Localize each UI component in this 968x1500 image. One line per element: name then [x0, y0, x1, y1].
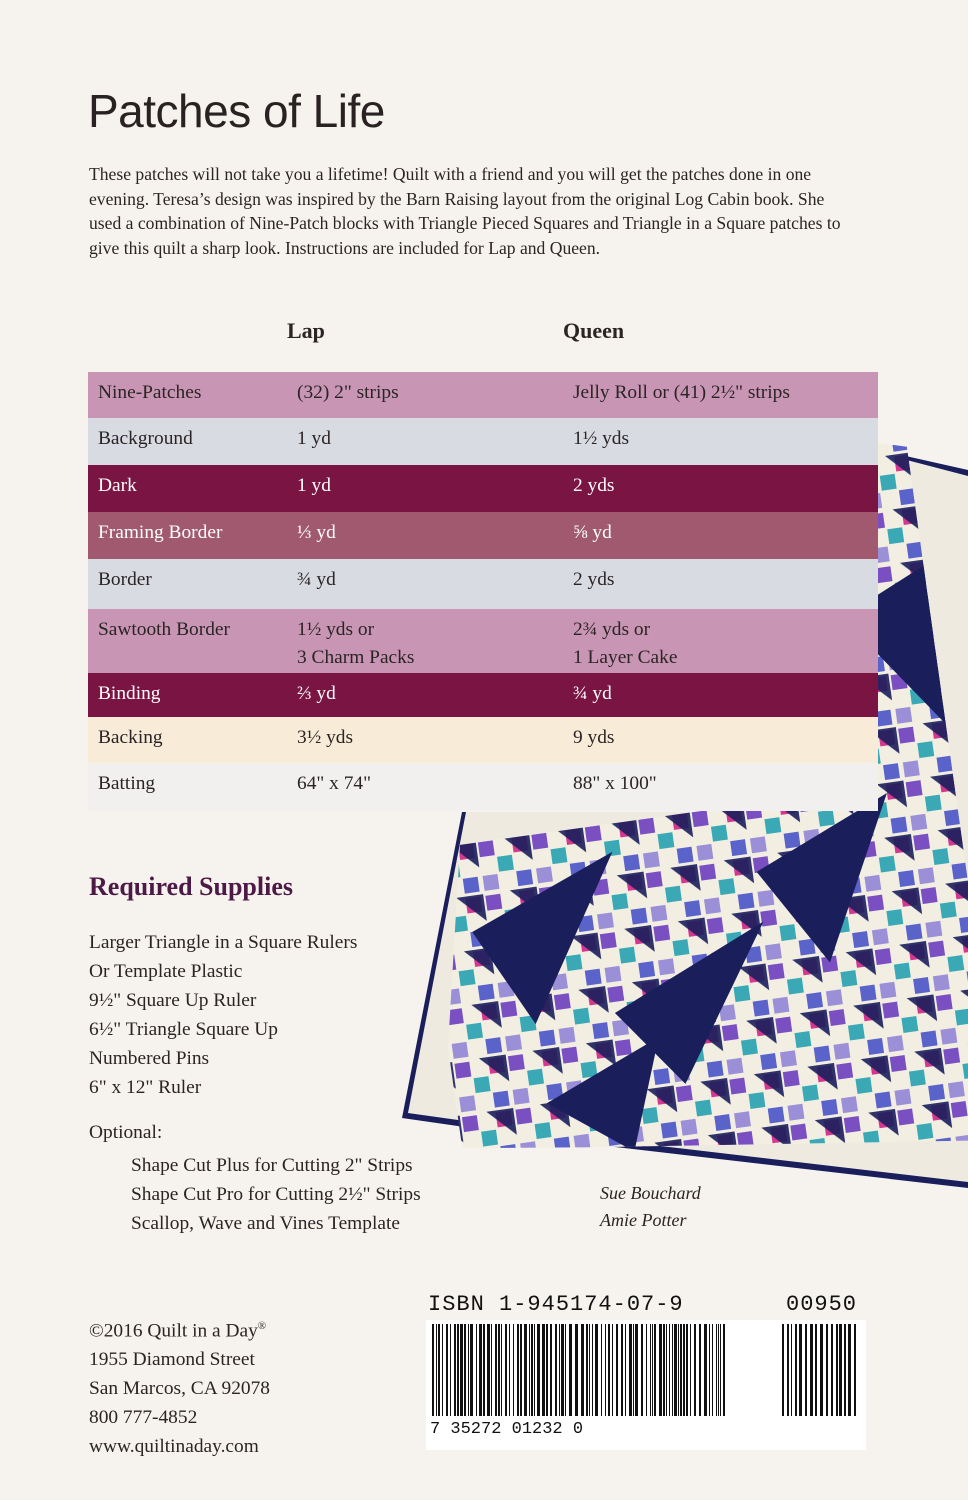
barcode-bar [633, 1324, 634, 1416]
website-link[interactable]: www.quiltinaday.com [89, 1436, 259, 1458]
barcode-bar [575, 1324, 578, 1416]
barcode-bar [608, 1324, 610, 1416]
barcode-bar [718, 1324, 719, 1416]
barcode-bar [555, 1324, 557, 1416]
barcode-bar [815, 1324, 817, 1416]
barcode-bar [826, 1324, 828, 1416]
barcode-bar [464, 1324, 466, 1416]
list-item: Scallop, Wave and Vines Template [131, 1213, 400, 1234]
phone-line: 800 777-4852 [89, 1407, 198, 1429]
barcode-bar [468, 1324, 469, 1416]
barcode-bar [839, 1324, 842, 1416]
barcode-bar [498, 1324, 500, 1416]
barcode-bar [581, 1324, 584, 1416]
list-item: Numbered Pins [89, 1048, 210, 1069]
barcode-bar [501, 1324, 502, 1416]
barcode-bar [641, 1324, 643, 1416]
barcode-bar [601, 1324, 602, 1416]
table-row [88, 559, 878, 609]
barcode-bar [704, 1324, 707, 1416]
lap-value: 1½ yds or 3 Charm Packs [297, 619, 415, 668]
column-header-lap: Lap [287, 318, 325, 343]
supplies-list [89, 928, 357, 1102]
barcode-bar [720, 1324, 721, 1416]
barcode-bar [709, 1324, 710, 1416]
barcode-bar [446, 1324, 448, 1416]
row-label: Nine-Patches [98, 382, 202, 403]
barcode-bar [505, 1324, 507, 1416]
barcode-bar [652, 1324, 653, 1416]
table-row [88, 465, 878, 512]
copyright-line [89, 1312, 270, 1345]
barcode-bar [559, 1324, 560, 1416]
queen-value: 2 yds [573, 475, 615, 496]
barcode-bar [592, 1324, 593, 1416]
barcode-bar [561, 1324, 564, 1416]
barcode-bar [483, 1324, 485, 1416]
price-code: 00950 [786, 1292, 858, 1317]
barcode-bar [569, 1324, 572, 1416]
row-label: Binding [98, 683, 161, 704]
barcode-bar [495, 1324, 497, 1416]
queen-value: Jelly Roll or (41) 2½" strips [573, 382, 790, 403]
list-item: Shape Cut Pro for Cutting 2½" Strips [131, 1184, 421, 1205]
barcode-bar [509, 1324, 510, 1416]
credit-name: Sue Bouchard [600, 1183, 701, 1203]
barcode-bar [791, 1324, 792, 1416]
barcode-bar [537, 1324, 540, 1416]
row-label: Background [98, 428, 193, 449]
barcode-bar [635, 1324, 638, 1416]
barcode-bar [659, 1324, 662, 1416]
publisher-address [89, 1312, 270, 1461]
quilter-credits [600, 1180, 701, 1234]
barcode-bar [524, 1324, 527, 1416]
lap-value: ⅔ yd [297, 683, 336, 704]
barcode-bar [438, 1324, 440, 1416]
barcode-bar [654, 1324, 656, 1416]
list-item: Or Template Plastic [89, 961, 243, 982]
barcode-bar [831, 1324, 833, 1416]
barcode-bar [810, 1324, 813, 1416]
street-line: 1955 Diamond Street [89, 1349, 255, 1371]
barcode-bar [629, 1324, 632, 1416]
barcode-bar [454, 1324, 456, 1416]
list-item: 6½" Triangle Square Up [89, 1019, 278, 1040]
page-title: Patches of Life [88, 85, 385, 137]
barcode-bar [476, 1324, 477, 1416]
barcode-bar [805, 1324, 807, 1416]
lap-value: 3½ yds [297, 727, 354, 748]
barcode-bar [621, 1324, 623, 1416]
table-row [88, 673, 878, 717]
isbn-text: ISBN 1-945174-07-9 [428, 1292, 684, 1317]
lap-value: 1 yd [297, 428, 331, 449]
barcode-bar [529, 1324, 530, 1416]
barcode-bar [450, 1324, 451, 1416]
barcode-bar [669, 1324, 670, 1416]
city-line: San Marcos, CA 92078 [89, 1378, 270, 1400]
registered-mark: ® [257, 1320, 267, 1332]
barcode-bar [479, 1324, 482, 1416]
barcode-bar [534, 1324, 535, 1416]
barcode-bar [799, 1324, 802, 1416]
barcode-bar [672, 1324, 673, 1416]
barcode-bar [663, 1324, 665, 1416]
barcode-bar [686, 1324, 688, 1416]
list-item: Shape Cut Plus for Cutting 2" Strips [131, 1155, 413, 1176]
barcode-bar [565, 1324, 566, 1416]
lap-value: (32) 2" strips [297, 382, 399, 403]
barcode-bar [491, 1324, 492, 1416]
barcode-bar [694, 1324, 696, 1416]
barcode-bar [616, 1324, 618, 1416]
row-label: Batting [98, 773, 156, 794]
barcode-bar [848, 1324, 851, 1416]
row-label: Framing Border [98, 522, 223, 543]
queen-value: ¾ yd [573, 683, 612, 704]
table-row [88, 372, 878, 418]
required-supplies-heading: Required Supplies [89, 872, 293, 901]
optional-label: Optional: [89, 1122, 163, 1143]
barcode-bar [690, 1324, 691, 1416]
lap-value: 1 yd [297, 475, 331, 496]
barcode-bar [586, 1324, 588, 1416]
barcode-bar [442, 1324, 443, 1416]
table-row [88, 717, 878, 763]
barcode-bar [432, 1324, 434, 1416]
credit-name: Amie Potter [600, 1210, 687, 1230]
barcode-bar [674, 1324, 677, 1416]
row-label: Border [98, 569, 152, 590]
row-label: Sawtooth Border [98, 619, 230, 640]
table-row [88, 609, 878, 673]
barcode-bar [854, 1324, 856, 1416]
barcode-bar [646, 1324, 647, 1416]
barcode-bar [666, 1324, 667, 1416]
barcode-bar [844, 1324, 846, 1416]
barcode-bar [625, 1324, 626, 1416]
queen-value: 1½ yds [573, 428, 630, 449]
table-row [88, 763, 878, 811]
barcode-bar [460, 1324, 463, 1416]
lap-value: ⅓ yd [297, 522, 336, 543]
barcode-bar [795, 1324, 797, 1416]
barcode-bar [612, 1324, 613, 1416]
barcode-bar [680, 1324, 682, 1416]
queen-value: 2 yds [573, 569, 615, 590]
queen-value: 9 yds [573, 727, 615, 748]
barcode-bar [457, 1324, 459, 1416]
barcode-bar [542, 1324, 545, 1416]
list-item: Larger Triangle in a Square Rulers [89, 932, 358, 953]
optional-list [131, 1151, 421, 1238]
column-header-queen: Queen [563, 318, 625, 343]
lap-value: ¾ yd [297, 569, 336, 590]
barcode-bar [782, 1324, 784, 1416]
queen-value: 88" x 100" [573, 773, 657, 794]
upc-digits: 7 35272 01232 0 [430, 1420, 584, 1439]
intro-paragraph: These patches will not take you a lifetime! Quilt with a friend and you will get the patches done in one evening. Teresa’s design was inspired by the Barn Raising layout from the original Log Cabin book. She used a combination of Nine-Patch blocks with Triangle Pieced Squares and Triangle in a Square patches to give this quilt a sharp look. Instructions are included for Lap and Queen. [89, 164, 841, 258]
barcode-bar [820, 1324, 823, 1416]
list-item: 9½" Square Up Ruler [89, 990, 257, 1011]
barcode-bar [678, 1324, 679, 1416]
barcode-bar [550, 1324, 552, 1416]
barcode-bar [487, 1324, 490, 1416]
lap-value: 64" x 74" [297, 773, 372, 794]
barcode-bar [531, 1324, 533, 1416]
queen-value: 2¾ yds or 1 Layer Cake [573, 619, 678, 668]
barcode-bar [517, 1324, 519, 1416]
barcode-bar [712, 1324, 713, 1416]
barcode-bar [683, 1324, 685, 1416]
barcode-bar [699, 1324, 701, 1416]
barcode-bar [723, 1324, 725, 1416]
barcode-bar [650, 1324, 651, 1416]
table-row [88, 512, 878, 559]
barcode-bars [426, 1320, 866, 1420]
barcode-bar [513, 1324, 514, 1416]
table-row [88, 418, 878, 465]
barcode-bar [787, 1324, 789, 1416]
barcode-bar [836, 1324, 838, 1416]
queen-value: ⅝ yd [573, 522, 612, 543]
barcode-bar [595, 1324, 598, 1416]
barcode-bar [436, 1324, 437, 1416]
barcode-bar [546, 1324, 548, 1416]
fabric-requirements-table [88, 372, 878, 811]
barcode-bar [589, 1324, 590, 1416]
row-label: Dark [98, 475, 137, 496]
row-label: Backing [98, 727, 163, 748]
copyright-text: ©2016 Quilt in a Day [89, 1320, 258, 1342]
barcode-bar [605, 1324, 606, 1416]
list-item: 6" x 12" Ruler [89, 1077, 202, 1098]
barcode-bar [716, 1324, 717, 1416]
barcode-bar [470, 1324, 473, 1416]
barcode-bar [520, 1324, 522, 1416]
